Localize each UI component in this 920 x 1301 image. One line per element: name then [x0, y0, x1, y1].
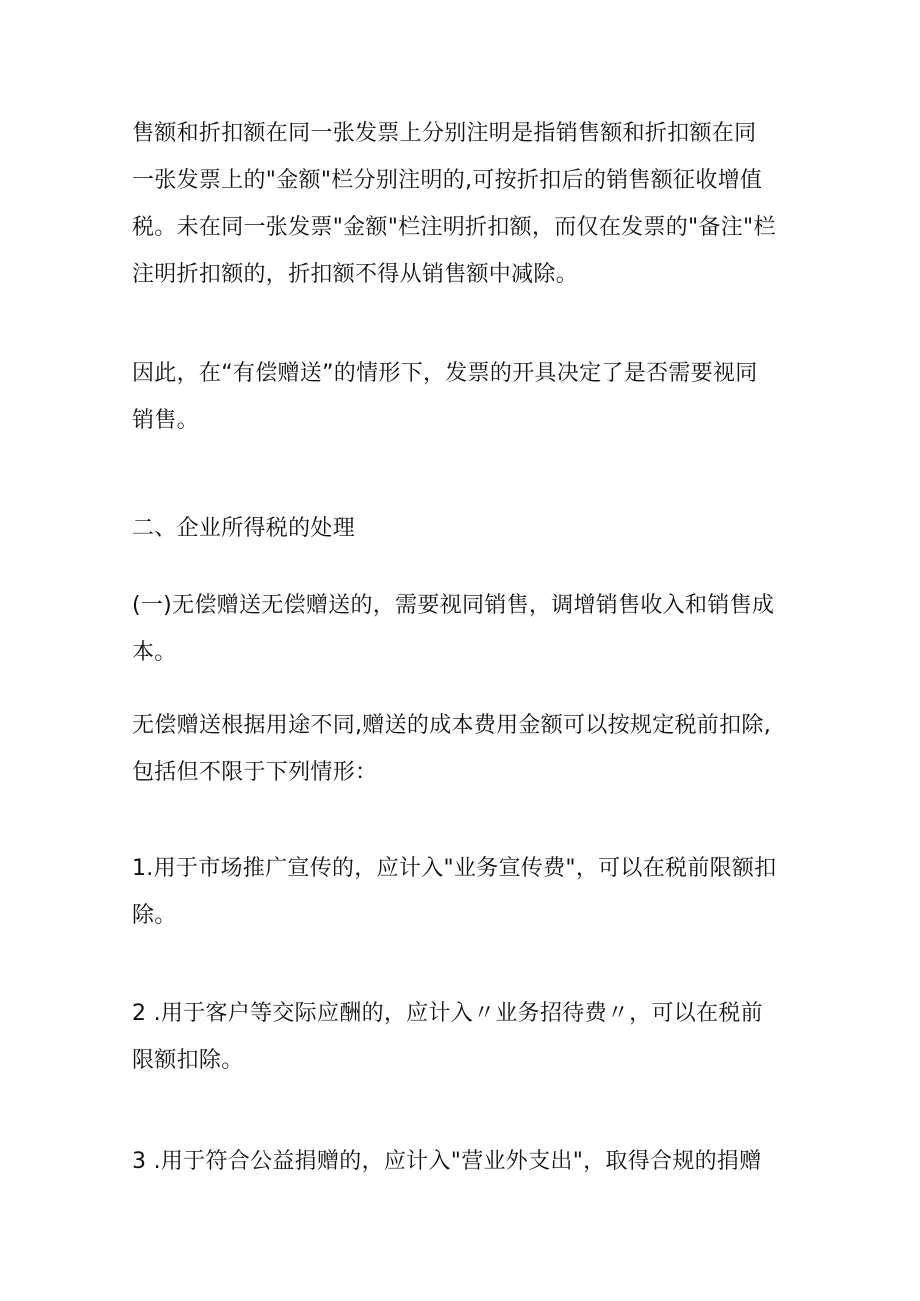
text-line: 无偿赠送根据用途不同,赠送的成本费用金额可以按规定税前扣除, — [132, 713, 771, 738]
text-line: 1.用于市场推广宣传的，应计入"业务宣传费"，可以在税前限额扣 — [132, 856, 777, 881]
paragraph-discount-invoice — [132, 110, 802, 298]
text-line: 二、企业所得税的处理 — [132, 516, 356, 541]
text-line: 因此，在“有偿赠送”的情形下，发票的开具决定了是否需要视同 — [132, 361, 758, 386]
text-line: 限额扣除。 — [132, 1048, 244, 1073]
text-line: 注明折扣额的，折扣额不得从销售额中减除。 — [132, 262, 579, 287]
text-line: 2 .用于客户等交际应酬的，应计入〃业务招待费〃，可以在税前 — [132, 1001, 763, 1026]
text-line: 3 .用于符合公益捐赠的，应计入"营业外支出"，取得合规的捐赠 — [132, 1149, 762, 1174]
list-item-2-entertainment — [132, 990, 802, 1084]
text-line: 一张发票上的"金额"栏分别注明的,可按折扣后的销售额征收增值 — [132, 168, 763, 193]
list-item-1-promotion — [132, 845, 802, 939]
paragraph-paid-gift-conclusion — [132, 350, 802, 444]
text-line: 销售。 — [132, 408, 199, 433]
text-line: 本。 — [132, 640, 177, 665]
paragraph-free-gift-deduction — [132, 702, 802, 796]
list-item-3-charity — [132, 1138, 802, 1185]
text-line: 税。未在同一张发票"金额"栏注明折扣额，而仅在发票的"备注"栏 — [132, 215, 776, 240]
text-line: (一)无偿赠送无偿赠送的，需要视同销售，调增销售收入和销售成 — [132, 593, 775, 618]
paragraph-free-gift — [132, 582, 802, 676]
text-line: 包括但不限于下列情形： — [132, 760, 378, 785]
text-line: 除。 — [132, 903, 177, 928]
section-heading-enterprise-income-tax — [132, 505, 802, 552]
text-line: 售额和折扣额在同一张发票上分别注明是指销售额和折扣额在同 — [132, 121, 757, 146]
